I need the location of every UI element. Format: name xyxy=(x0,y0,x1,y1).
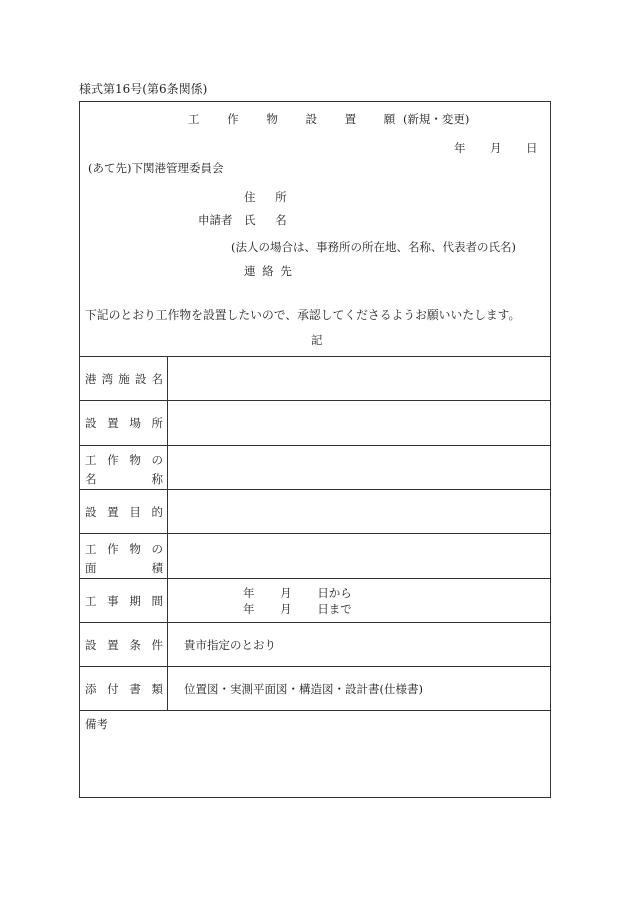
applicant-label: 申請者 xyxy=(198,213,233,227)
request-text: 下記のとおり工作物を設置したいので、承認してくださるようお願いいたします。 xyxy=(85,308,521,322)
applicant-address-label: 住 所 xyxy=(244,190,287,204)
row-label-structure-name-line2: 名 称 xyxy=(85,472,163,486)
period-end: 年 月 日まで xyxy=(243,602,352,616)
date-month: 月 xyxy=(490,141,502,155)
row-divider xyxy=(80,578,550,579)
attachments-value: 位置図・実測平面図・構造図・設計書(仕様書) xyxy=(184,682,423,696)
application-form xyxy=(79,101,551,798)
applicant-name-label: 氏 名 xyxy=(244,213,287,227)
conditions-value: 貴市指定のとおり xyxy=(184,638,276,652)
applicant-contact-label: 連 絡 先 xyxy=(244,264,292,278)
row-divider xyxy=(80,489,550,490)
row-label-port-facility: 港 湾 施 設 名 xyxy=(85,372,163,386)
addressee: (あて先)下関港管理委員会 xyxy=(88,161,224,175)
row-label-structure-name-line1: 工 作 物 の xyxy=(85,453,163,467)
row-divider xyxy=(80,400,550,401)
form-number: 様式第16号(第6条関係) xyxy=(79,82,208,96)
date-year: 年 xyxy=(454,141,466,155)
form-title: 工 作 物 設 置 願 (新規・変更) xyxy=(188,112,470,126)
row-divider xyxy=(80,666,550,667)
ki-label: 記 xyxy=(311,333,323,347)
row-label-attachments: 添 付 書 類 xyxy=(85,682,163,696)
corporate-note: (法人の場合は、事務所の所在地、名称、代表者の氏名) xyxy=(231,240,516,254)
row-label-area-line1: 工 作 物 の xyxy=(85,542,163,556)
row-label-location: 設 置 場 所 xyxy=(85,416,163,430)
period-start: 年 月 日から xyxy=(243,586,352,600)
row-divider xyxy=(80,622,550,623)
remarks-label: 備考 xyxy=(85,717,108,731)
label-column-divider xyxy=(167,356,168,710)
row-label-conditions: 設 置 条 件 xyxy=(85,638,163,652)
row-label-purpose: 設 置 目 的 xyxy=(85,505,163,519)
row-divider xyxy=(80,710,550,711)
table-top-rule xyxy=(80,356,550,357)
date-day: 日 xyxy=(526,141,538,155)
row-divider xyxy=(80,533,550,534)
row-label-construction-period: 工 事 期 間 xyxy=(85,594,163,608)
row-label-area-line2: 面 積 xyxy=(85,561,163,575)
row-divider xyxy=(80,445,550,446)
